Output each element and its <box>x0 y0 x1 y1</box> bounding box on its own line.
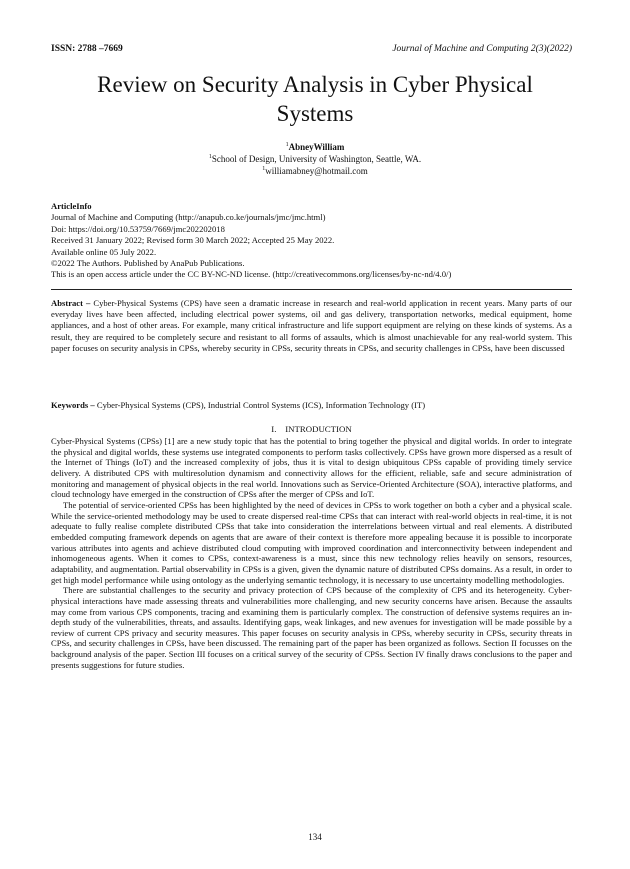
paragraph: There are substantial challenges to the security and privacy protection of CPS because of the complexity of CPS and its heterogeneity. Cyber-physical interactions have made assessing threats and vulnerabilities more challenging, and new security concerns have arisen. Because the assaults may come from various CPS components, tracing and examining them is particularly complex. The construction of defensive systems requires an in-depth study of the vulnerabilities, threats, and assaults. Identifying gaps, weak linkages, and new avenues for investigation will be made possible by a review of current CPS privacy and security measures. This paper focuses on security analysis in CPSs, whereby security in CPSs, security threats in CPSs, and security challenges in CPSs, have been discussed. The remaining part of the paper has been organized as follows. Section II focusses on the background analysis of the paper. Section III focuses on a critical survey of the security of CPSs. Section IV finally draws conclusions to the paper and presents suggestions for future studies. <box>51 585 572 670</box>
title-line-2: Systems <box>276 101 354 126</box>
abstract-text: Cyber-Physical Systems (CPS) have seen a dramatic increase in research and real-world application in recent years. Many parts of our everyday lives have been affected, including electrical power systems, oil and gas delivery, transportation networks, medical equipment, home appliances, and a host of other areas. For example, many critical infrastructure and life support equipment are relying on these kinds of systems. As a result, they are required to be completely secure and resistant to all forms of assaults, which is almost unachievable for any real-world system. This paper focuses on security analysis in CPSs, whereby security in CPSs, security threats in CPSs, and security challenges in CPSs, have been discussed <box>51 298 572 353</box>
affiliation-sup: 1 <box>208 154 212 160</box>
email-sup: 1 <box>262 166 266 172</box>
keywords <box>51 400 572 411</box>
author-name: AbneyWilliam <box>288 142 345 152</box>
article-info-line: ©2022 The Authors. Published by AnaPub Publications. <box>51 258 245 269</box>
article-info-heading: ArticleInfo <box>51 201 92 211</box>
title-line-1: Review on Security Analysis in Cyber Physical <box>97 72 533 97</box>
page-number: 134 <box>308 832 322 842</box>
paragraph: Cyber-Physical Systems (CPSs) [1] are a new study topic that has the potential to bring together the physical and digital worlds. In order to integrate the physical and digital worlds, these systems use integrated components to perform tasks collectively. CPSs have grown more dispersed as a result of the Internet of Things (IoT) and the increased complexity of jobs, thus it is vital to design ubiquitous CPSs capable of providing timely service delivery. A distributed CPS with multiresolution dynamism and connectivity allows for the efficient, reliable, safe and secure administration of monitoring and management of physical objects in the real world. Innovations such as Service-Oriented Architecture (SOA), interactive platforms, and cloud technology have emerged in the construction of CPSs after the merger of CPSs and IoT. <box>51 436 572 500</box>
section-heading: I. INTRODUCTION <box>271 424 352 434</box>
article-info-line: Journal of Machine and Computing (http://anapub.co.ke/journals/jmc/jmc.html) <box>51 212 326 223</box>
author-sup: 1 <box>285 142 289 148</box>
keywords-text: Cyber-Physical Systems (CPS), Industrial Control Systems (ICS), Information Technology (IT) <box>94 400 426 410</box>
article-info-line: Doi: https://doi.org/10.53759/7669/jmc202202018 <box>51 223 225 234</box>
article-info-line: This is an open access article under the CC BY-NC-ND license. (http://creativecommons.org/licenses/by-nc-nd/4.0/) <box>51 269 452 280</box>
keywords-label: Keywords – <box>51 400 95 410</box>
paper-title <box>40 70 590 128</box>
running-header <box>51 44 572 58</box>
abstract <box>51 298 572 354</box>
body-text <box>51 436 572 670</box>
article-info <box>51 201 572 281</box>
paragraph: The potential of service-oriented CPSs has been highlighted by the need of devices in CPSs to work together on both a cyber and a physical scale. While the service-oriented methodology may be used to create dispersed real-time CPSs that can interact with real-world objects in real-time, it is not adequate to fully realise complete distributed CPSs that take into consideration the interrelations between virtual and real elements. A distributed embedded computing framework depends on agents that are aware of their context is therefore more appealing because it is possible to incorporate various attributes into agents and achieve distributed cloud computing with improved coordination and interconnectivity between independent and inhomogeneous agents. When it comes to CPSs, context-awareness is a must, since this new technology relies heavily on sensors, resources, adaptability, and augmentation. Partial observability in CPSs is a given, given the dynamic nature of distributed CPSs domains. As a result, in order to get high model performance while using ontology as the underlying semantic technology, it is necessary to use uncertainty modelling methodologies. <box>51 499 572 585</box>
author-block <box>40 141 590 177</box>
author-affiliation: School of Design, University of Washington, Seattle, WA. <box>211 154 422 164</box>
article-info-line: Received 31 January 2022; Revised form 30 March 2022; Accepted 25 May 2022. <box>51 235 335 246</box>
abstract-label: Abstract – <box>51 298 91 308</box>
journal-name: Journal of Machine and Computing 2(3)(2022) <box>392 44 572 54</box>
divider <box>51 289 572 290</box>
issn-label: ISSN: 2788 –7669 <box>51 44 123 54</box>
author-email: williamabney@hotmail.com <box>265 166 368 176</box>
article-info-line: Available online 05 July 2022. <box>51 246 157 257</box>
